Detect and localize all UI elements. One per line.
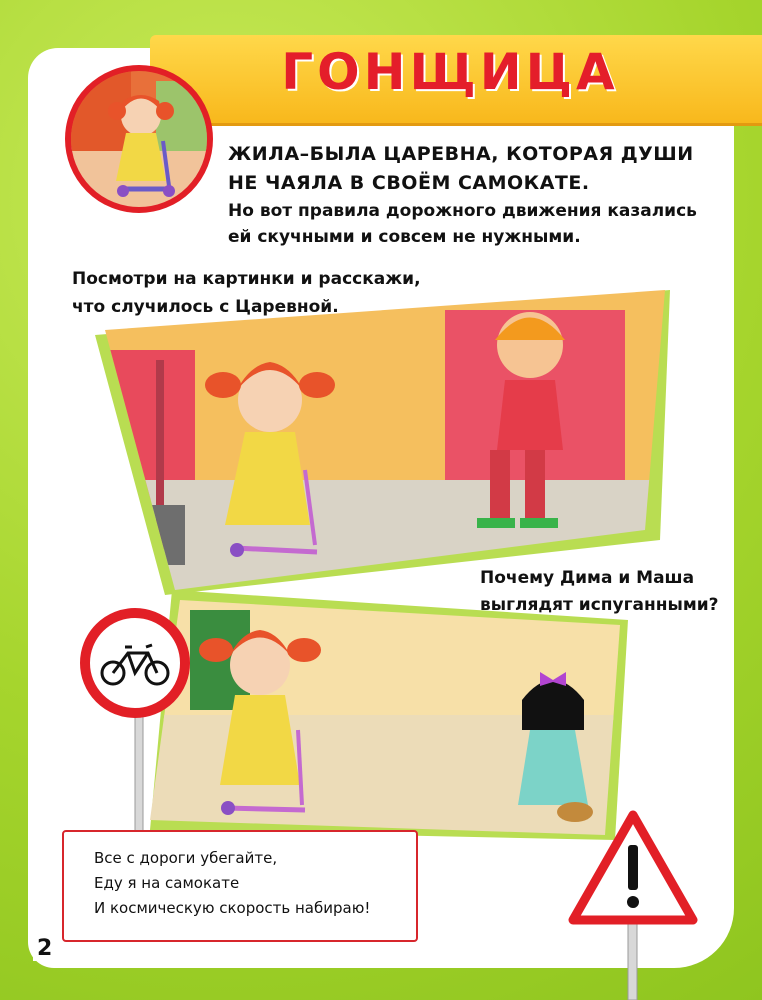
- poem-line-1: Все с дороги убегайте,: [94, 849, 278, 867]
- poem-line-2: Еду я на самокате: [94, 874, 240, 892]
- prompt-line-2: что случилось с Царевной.: [72, 297, 339, 317]
- no-bicycles-sign: [80, 605, 190, 845]
- intro-heading: [228, 140, 694, 198]
- prompt-line-1: Посмотри на картинки и расскажи,: [72, 269, 421, 289]
- question-line-2: выглядят испуганными?: [480, 595, 719, 615]
- princess-scooter-icon: [71, 71, 207, 207]
- intro-line-2: НЕ ЧАЯЛА В СВОЁМ САМОКАТЕ.: [228, 172, 590, 194]
- page-number: 2: [33, 936, 56, 961]
- intro-line-3: Но вот правила дорожного движения казались: [228, 201, 697, 221]
- princess-avatar: [65, 65, 213, 213]
- exclamation-icon: [627, 845, 639, 908]
- poem-line-3: И космическую скорость набираю!: [94, 899, 371, 917]
- question-text: [480, 565, 719, 619]
- warning-sign: [568, 810, 698, 1000]
- intro-line-4: ей скучными и совсем не нужными.: [228, 227, 581, 247]
- poem-box: [62, 830, 418, 942]
- page-title: ГОНЩИЦА: [281, 43, 619, 101]
- scene-1-illustration: [85, 290, 675, 595]
- question-line-1: Почему Дима и Маша: [480, 568, 695, 588]
- scene-2-illustration: [150, 590, 630, 840]
- intro-body: [228, 198, 697, 250]
- intro-line-1: ЖИЛА–БЫЛА ЦАРЕВНА, КОТОРАЯ ДУШИ: [228, 143, 694, 165]
